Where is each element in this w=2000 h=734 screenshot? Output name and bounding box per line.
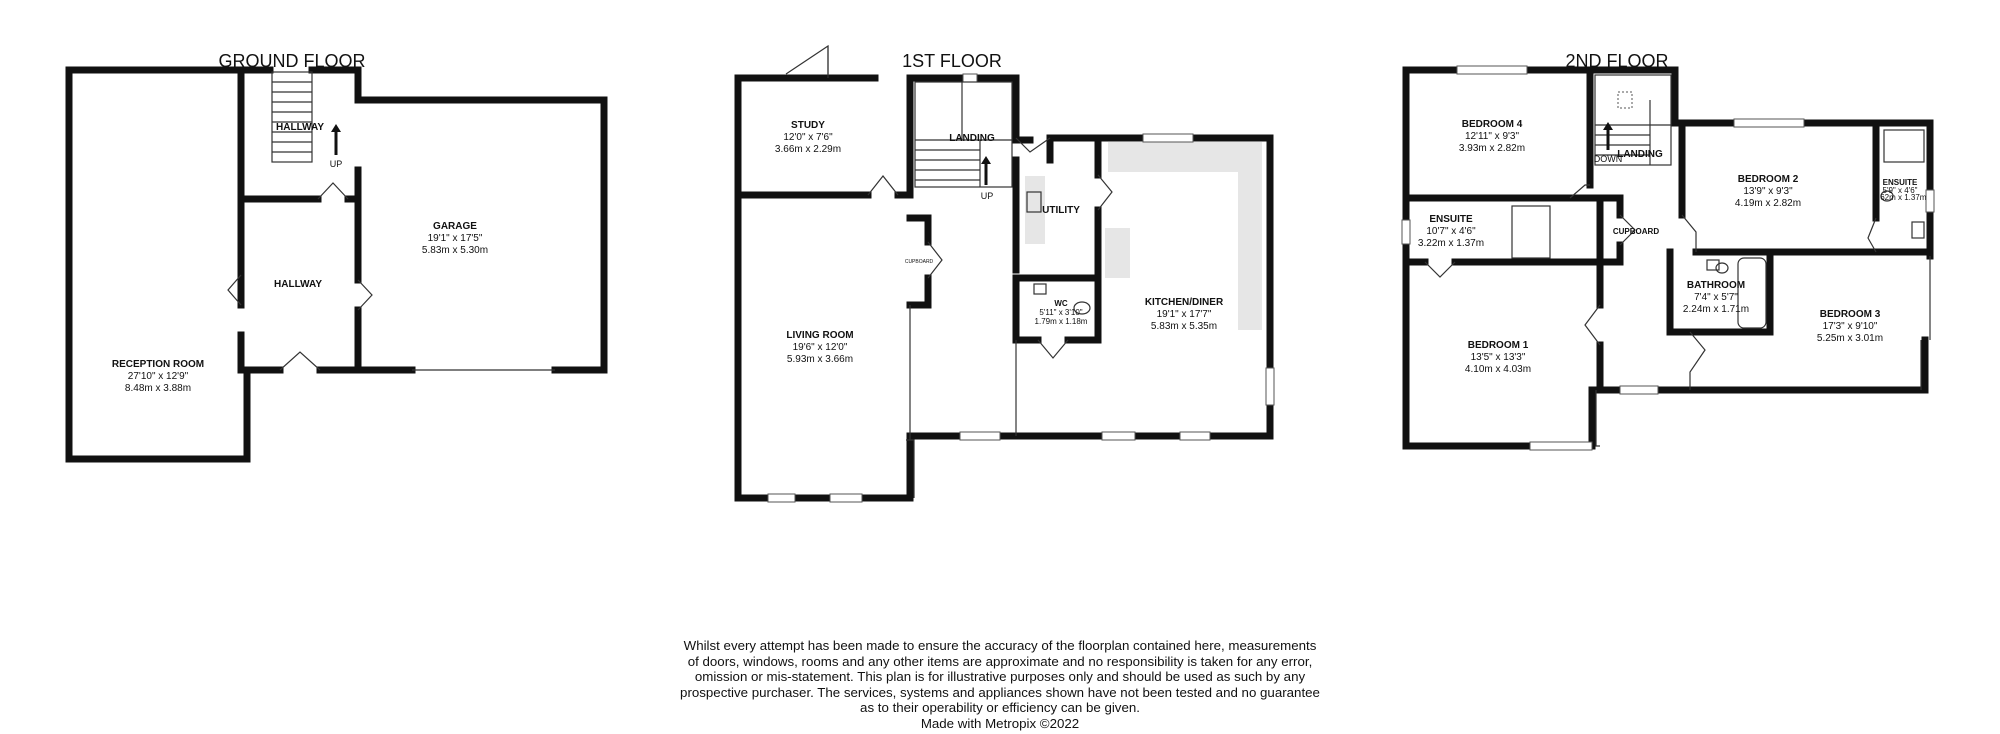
svg-text:LIVING ROOM: LIVING ROOM bbox=[786, 330, 854, 341]
second-stairs-label: DOWN bbox=[1593, 154, 1623, 164]
disclaimer-line: Whilst every attempt has been made to ensure the accuracy of the floorplan contained here, measurements bbox=[683, 638, 1317, 653]
room-label-bedroom-4 bbox=[1459, 119, 1525, 154]
svg-text:5.83m x 5.30m: 5.83m x 5.30m bbox=[421, 245, 489, 256]
window bbox=[1530, 442, 1592, 450]
svg-text:3.22m x 1.37m: 3.22m x 1.37m bbox=[1417, 238, 1485, 249]
svg-text:19'1" x 17'7": 19'1" x 17'7" bbox=[1156, 309, 1212, 320]
room-label-ensuite-2 bbox=[1874, 178, 1927, 202]
wall bbox=[69, 70, 247, 459]
svg-text:10'7" x 4'6": 10'7" x 4'6" bbox=[1426, 226, 1476, 237]
wall bbox=[1210, 405, 1270, 436]
second-cupboard-label: CUPBOARD bbox=[1612, 227, 1660, 236]
second-landing-label: LANDING bbox=[1617, 149, 1663, 160]
disclaimer-line: of doors, windows, rooms and any other items are approximate and no responsibility is taken for any error, bbox=[687, 653, 1313, 669]
door-icon bbox=[1868, 218, 1876, 252]
room-label-reception bbox=[112, 359, 204, 394]
window bbox=[1266, 368, 1274, 405]
wall bbox=[910, 278, 928, 305]
disclaimer bbox=[620, 638, 1380, 731]
room-label-bedroom-3 bbox=[1817, 309, 1883, 344]
door-icon bbox=[280, 352, 320, 370]
svg-text:5'11" x 3'10": 5'11" x 3'10" bbox=[1039, 308, 1083, 317]
room-label-bedroom-2 bbox=[1735, 174, 1801, 209]
ground-hallway-label: HALLWAY bbox=[274, 279, 322, 290]
window bbox=[768, 494, 795, 502]
wall bbox=[69, 70, 241, 199]
svg-text:RECEPTION ROOM: RECEPTION ROOM bbox=[111, 359, 205, 370]
room-label-ensuite bbox=[1418, 214, 1484, 249]
window bbox=[1734, 119, 1804, 127]
door-icon bbox=[1690, 332, 1705, 390]
window bbox=[1620, 386, 1658, 394]
svg-text:5.83m x 5.35m: 5.83m x 5.35m bbox=[1150, 321, 1218, 332]
wall bbox=[1016, 278, 1038, 340]
wall bbox=[320, 310, 358, 370]
svg-text:3.93m x 2.82m: 3.93m x 2.82m bbox=[1458, 143, 1526, 154]
window bbox=[1926, 190, 1934, 212]
svg-text:4.10m x 4.03m: 4.10m x 4.03m bbox=[1464, 364, 1532, 375]
first-stairs-label: UP bbox=[980, 191, 994, 201]
window bbox=[1143, 134, 1193, 142]
svg-text:27'10" x 12'9": 27'10" x 12'9" bbox=[127, 371, 189, 382]
door-icon bbox=[1038, 340, 1068, 358]
ground-hallway-upper-label: HALLWAY bbox=[276, 122, 324, 133]
basin-icon bbox=[1034, 284, 1046, 294]
first-floor-plan bbox=[738, 46, 1274, 502]
ground-stairs bbox=[272, 72, 341, 162]
door-icon bbox=[358, 280, 372, 310]
svg-text:17'3" x 9'10": 17'3" x 9'10" bbox=[1822, 321, 1878, 332]
basin-icon bbox=[1912, 222, 1924, 238]
room-label-study bbox=[775, 120, 841, 155]
svg-text:ENSUITE: ENSUITE bbox=[1429, 214, 1473, 225]
wall bbox=[910, 218, 928, 242]
room-label-garage bbox=[422, 221, 488, 256]
svg-text:13'9" x 9'3": 13'9" x 9'3" bbox=[1743, 186, 1793, 197]
disclaimer-line: prospective purchaser. The services, systems and appliances shown have not been tested and no guarantee bbox=[680, 684, 1320, 700]
bay-window bbox=[1596, 390, 1600, 446]
svg-text:KITCHEN/DINER: KITCHEN/DINER bbox=[1144, 297, 1224, 308]
first-landing-label: LANDING bbox=[949, 133, 995, 144]
window bbox=[1457, 66, 1527, 74]
svg-text:BEDROOM 2: BEDROOM 2 bbox=[1737, 174, 1799, 185]
svg-text:8.48m x 3.88m: 8.48m x 3.88m bbox=[124, 383, 192, 394]
second-floor-title: 2ND FLOOR bbox=[1565, 51, 1669, 71]
first-floor-title: 1ST FLOOR bbox=[902, 51, 1002, 71]
svg-text:WC: WC bbox=[1054, 299, 1068, 308]
bathtub-icon bbox=[1738, 258, 1766, 328]
svg-text:STUDY: STUDY bbox=[791, 120, 825, 131]
svg-text:GARAGE: GARAGE bbox=[433, 221, 477, 232]
svg-text:19'6" x 12'0": 19'6" x 12'0" bbox=[792, 342, 848, 353]
svg-text:BATHROOM: BATHROOM bbox=[1686, 280, 1746, 291]
kitchen-counter bbox=[1105, 228, 1130, 278]
svg-text:2.24m x 1.71m: 2.24m x 1.71m bbox=[1682, 304, 1750, 315]
wall bbox=[1588, 70, 1675, 123]
window bbox=[830, 494, 862, 502]
wall bbox=[312, 70, 358, 100]
wall bbox=[241, 335, 280, 370]
room-label-kitchen-diner bbox=[1145, 297, 1224, 332]
window bbox=[963, 74, 977, 82]
room-label-bedroom-1 bbox=[1465, 340, 1531, 375]
svg-text:BEDROOM 1: BEDROOM 1 bbox=[1467, 340, 1529, 351]
door-icon bbox=[868, 176, 898, 195]
svg-text:3.66m x 2.29m: 3.66m x 2.29m bbox=[774, 144, 842, 155]
disclaimer-line: omission or mis-statement. This plan is for illustrative purposes only and should be used as such by any bbox=[694, 669, 1306, 684]
wall bbox=[910, 78, 1016, 138]
room-label-living-room bbox=[786, 330, 853, 365]
svg-text:5.25m x 3.01m: 5.25m x 3.01m bbox=[1816, 333, 1884, 344]
window bbox=[1180, 432, 1210, 440]
door-icon bbox=[1585, 305, 1600, 345]
svg-text:4.19m x 2.82m: 4.19m x 2.82m bbox=[1734, 198, 1802, 209]
svg-text:1.79m x 1.18m: 1.79m x 1.18m bbox=[1034, 317, 1088, 326]
door-icon bbox=[318, 183, 348, 199]
window bbox=[1402, 220, 1410, 244]
window bbox=[960, 432, 1000, 440]
ground-stairs-label: UP bbox=[329, 159, 343, 169]
room-label-bathroom bbox=[1683, 280, 1749, 315]
svg-text:5.93m x 3.66m: 5.93m x 3.66m bbox=[786, 354, 854, 365]
credit-line: Made with Metropix ©2022 bbox=[920, 715, 1080, 731]
svg-text:ENSUITE: ENSUITE bbox=[1882, 178, 1918, 187]
svg-text:12'0" x 7'6": 12'0" x 7'6" bbox=[783, 132, 833, 143]
toilet-icon bbox=[1716, 263, 1728, 273]
svg-text:12'11" x 9'3": 12'11" x 9'3" bbox=[1464, 131, 1520, 142]
door-icon bbox=[1098, 175, 1112, 210]
svg-text:13'5" x 13'3": 13'5" x 13'3" bbox=[1470, 352, 1526, 363]
shower-icon bbox=[1884, 130, 1924, 162]
door-icon bbox=[786, 46, 828, 74]
ground-floor-plan bbox=[69, 51, 604, 459]
svg-text:1.62m x 1.37m: 1.62m x 1.37m bbox=[1873, 193, 1927, 202]
ground-floor-title: GROUND FLOOR bbox=[218, 51, 366, 71]
first-cupboard-label: CUPBOARD bbox=[904, 259, 934, 265]
svg-text:7'4" x 5'7": 7'4" x 5'7" bbox=[1694, 292, 1738, 303]
svg-text:19'1" x 17'5": 19'1" x 17'5" bbox=[427, 233, 483, 244]
first-utility-label: UTILITY bbox=[1042, 205, 1080, 216]
second-floor-plan bbox=[1402, 51, 1934, 450]
disclaimer-line: as to their operability or efficiency can be given. bbox=[860, 700, 1140, 715]
door-icon bbox=[1425, 262, 1455, 277]
svg-text:BEDROOM 3: BEDROOM 3 bbox=[1819, 309, 1881, 320]
window bbox=[1102, 432, 1135, 440]
svg-text:5'9" x 4'6": 5'9" x 4'6" bbox=[1882, 186, 1918, 195]
svg-text:BEDROOM 4: BEDROOM 4 bbox=[1461, 119, 1523, 130]
door-icon bbox=[1682, 215, 1696, 252]
shower-icon bbox=[1512, 206, 1550, 258]
room-label-wc bbox=[1035, 299, 1088, 326]
